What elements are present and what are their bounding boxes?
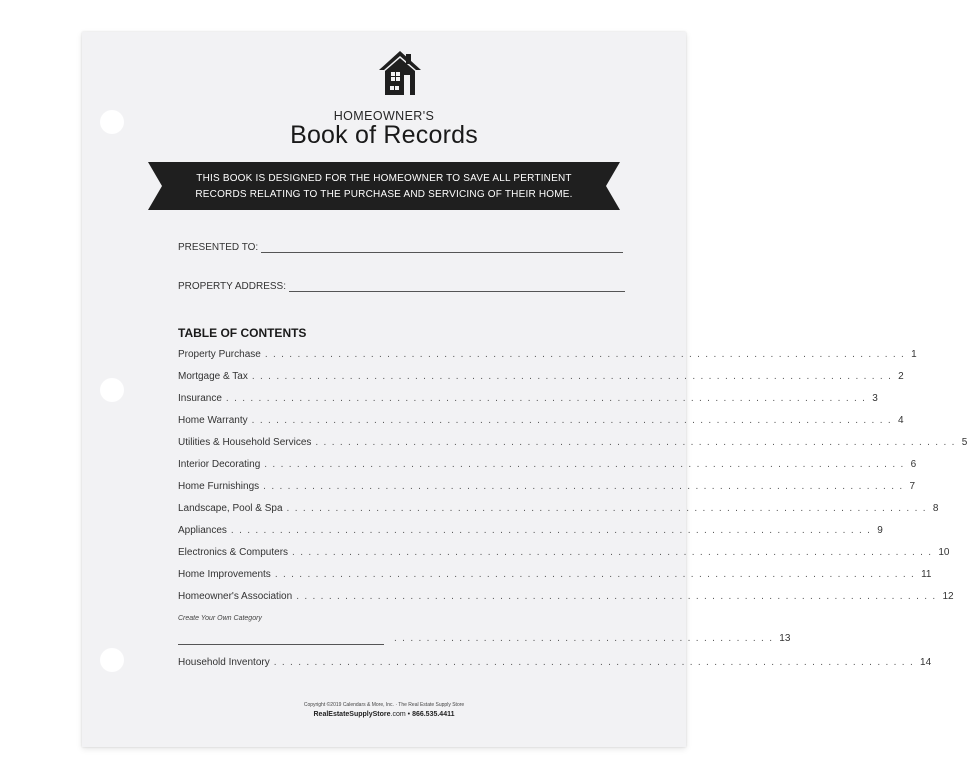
banner-text xyxy=(148,171,620,203)
banner-line-1: THIS BOOK IS DESIGNED FOR THE HOMEOWNER TO SAVE ALL PERTINENT xyxy=(196,173,572,184)
book-title: Book of Records xyxy=(290,121,478,149)
presented-to-line[interactable] xyxy=(261,251,623,253)
toc-item-label: Home Improvements xyxy=(178,569,271,580)
toc-item-label: Landscape, Pool & Spa xyxy=(178,503,283,514)
toc-item-page: 7 xyxy=(909,481,916,492)
presented-to-label: PRESENTED TO: xyxy=(178,242,259,253)
toc-item xyxy=(178,569,932,580)
toc-item-label: Appliances xyxy=(178,525,227,536)
toc-item-page: 2 xyxy=(898,371,904,382)
toc-item-label: Household Inventory xyxy=(178,657,270,668)
toc-item-page: 12 xyxy=(942,591,954,602)
toc-leader-dots: . . . . . . . . . . . . . . . . . . . . . . . . . . . . . . . . . . . . . . . . . . . . . . . . . . . . . . . . . . . . . . . . . . . . . . . . . . . . . . . xyxy=(315,437,956,448)
website-line xyxy=(82,711,686,718)
toc-item-page: 1 xyxy=(911,349,917,360)
toc-item-label: Insurance xyxy=(178,393,222,404)
toc-item xyxy=(178,591,954,602)
toc-item-label: Mortgage & Tax xyxy=(178,371,248,382)
toc-item-label: Home Furnishings xyxy=(178,481,260,492)
toc-item-page: 6 xyxy=(910,459,917,470)
house-icon xyxy=(379,51,421,95)
toc-item-page: 4 xyxy=(897,415,904,426)
document-page xyxy=(82,32,967,747)
property-address-field[interactable] xyxy=(178,281,625,292)
banner-line-2: RECORDS RELATING TO THE PURCHASE AND SERVICING OF THEIR HOME. xyxy=(195,189,573,200)
toc-item-page: 9 xyxy=(877,525,883,536)
toc-item-page: 14 xyxy=(920,657,932,668)
property-address-label: PROPERTY ADDRESS: xyxy=(178,281,286,292)
toc-heading: TABLE OF CONTENTS xyxy=(178,326,307,340)
toc-leader-dots: . . . . . . . . . . . . . . . . . . . . . . . . . . . . . . . . . . . . . . . . . . . . . . . . . . . . . . . . . . . . . . . . . . . . . . . . . . . . . . . xyxy=(251,415,892,426)
toc-leader-dots: . . . . . . . . . . . . . . . . . . . . . . . . . . . . . . . . . . . . . . . . . . . . . . . . . . . . . . . . . . . . . . . . . . . . . . . . . . . . . . . xyxy=(273,657,915,668)
toc-leader-dots: . . . . . . . . . . . . . . . . . . . . . . . . . . . . . . . . . . . . . . . . . . . . . . . . . . . . . . . . . . . . . . . . . . . . . . . . . . . . . . . xyxy=(274,569,916,580)
website-name: RealEstateSupplyStore xyxy=(313,711,391,718)
toc-item-label: Electronics & Computers xyxy=(178,547,289,558)
binder-hole-middle xyxy=(100,378,124,402)
toc-item xyxy=(178,481,916,492)
toc-leader-dots: . . . . . . . . . . . . . . . . . . . . . . . . . . . . . . . . . . . . . . . . . . . . . . . . . . . . . . . . . . . . . . . . . . . . . . . . . . . . . . . xyxy=(292,547,933,558)
toc-leader-dots: . . . . . . . . . . . . . . . . . . . . . . . . . . . . . . . . . . . . . . . . . . . . . . . . . . . . . . . . . . . . . . . . . . . . . . . . . . . . . . . xyxy=(230,525,872,536)
footer-separator: • xyxy=(407,711,411,718)
toc-leader-dots: . . . . . . . . . . . . . . . . . . . . . . . . . . . . . . . . . . . . . . . . . . . . . . . . . . . . . . . . . . . . . . . . . . . . . . . . . . . . . . . xyxy=(264,459,905,470)
book-subtitle: HOMEOWNER'S xyxy=(333,109,435,123)
toc-item-label: Homeowner's Association xyxy=(178,591,293,602)
toc-item-page: 10 xyxy=(938,547,950,558)
toc-leader-dots: . . . . . . . . . . . . . . . . . . . . . . . . . . . . . . . . . . . . . . . . . . . . . . . xyxy=(394,633,774,644)
copyright-text: Copyright ©2019 Calendars & More, Inc. · The Real Estate Supply Store xyxy=(303,702,465,708)
toc-item xyxy=(178,525,883,536)
property-address-line[interactable] xyxy=(289,290,625,292)
toc-item-label: Interior Decorating xyxy=(178,459,261,470)
toc-leader-dots: . . . . . . . . . . . . . . . . . . . . . . . . . . . . . . . . . . . . . . . . . . . . . . . . . . . . . . . . . . . . . . . . . . . . . . . . . . . . . . . xyxy=(251,371,893,382)
toc-item-label: Property Purchase xyxy=(178,349,261,360)
toc-leader-dots: . . . . . . . . . . . . . . . . . . . . . . . . . . . . . . . . . . . . . . . . . . . . . . . . . . . . . . . . . . . . . . . . . . . . . . . . . . . . . . . xyxy=(264,349,906,360)
toc-item xyxy=(178,349,917,360)
presented-to-field[interactable] xyxy=(178,242,623,253)
toc-item-custom xyxy=(394,633,791,644)
website-domain: .com xyxy=(390,711,406,718)
toc-item xyxy=(178,393,878,404)
toc-leader-dots: . . . . . . . . . . . . . . . . . . . . . . . . . . . . . . . . . . . . . . . . . . . . . . . . . . . . . . . . . . . . . . . . . . . . . . . . . . . . . . . xyxy=(263,481,904,492)
toc-item-label: Utilities & Household Services xyxy=(178,437,312,448)
toc-item-page: 5 xyxy=(961,437,967,448)
toc-leader-dots: . . . . . . . . . . . . . . . . . . . . . . . . . . . . . . . . . . . . . . . . . . . . . . . . . . . . . . . . . . . . . . . . . . . . . . . . . . . . . . . xyxy=(225,393,867,404)
toc-item xyxy=(178,503,939,514)
toc-item-page: 11 xyxy=(921,569,932,580)
custom-category-line[interactable] xyxy=(178,644,384,645)
phone-number: 866.535.4411 xyxy=(412,711,455,718)
toc-item xyxy=(178,459,917,470)
toc-item xyxy=(178,437,967,448)
toc-item xyxy=(178,415,904,426)
toc-item-label: Home Warranty xyxy=(178,415,248,426)
toc-item-page: 8 xyxy=(932,503,939,514)
toc-leader-dots: . . . . . . . . . . . . . . . . . . . . . . . . . . . . . . . . . . . . . . . . . . . . . . . . . . . . . . . . . . . . . . . . . . . . . . . . . . . . . . . xyxy=(286,503,927,514)
toc-item-inventory xyxy=(178,657,932,668)
toc-item xyxy=(178,547,950,558)
toc-item xyxy=(178,371,904,382)
description-banner xyxy=(148,162,620,210)
custom-category-note: Create Your Own Category xyxy=(178,615,262,622)
binder-hole-bottom xyxy=(100,648,124,672)
toc-item-page: 3 xyxy=(872,393,878,404)
toc-leader-dots: . . . . . . . . . . . . . . . . . . . . . . . . . . . . . . . . . . . . . . . . . . . . . . . . . . . . . . . . . . . . . . . . . . . . . . . . . . . . . . . xyxy=(296,591,937,602)
toc-item-page: 13 xyxy=(779,633,791,644)
